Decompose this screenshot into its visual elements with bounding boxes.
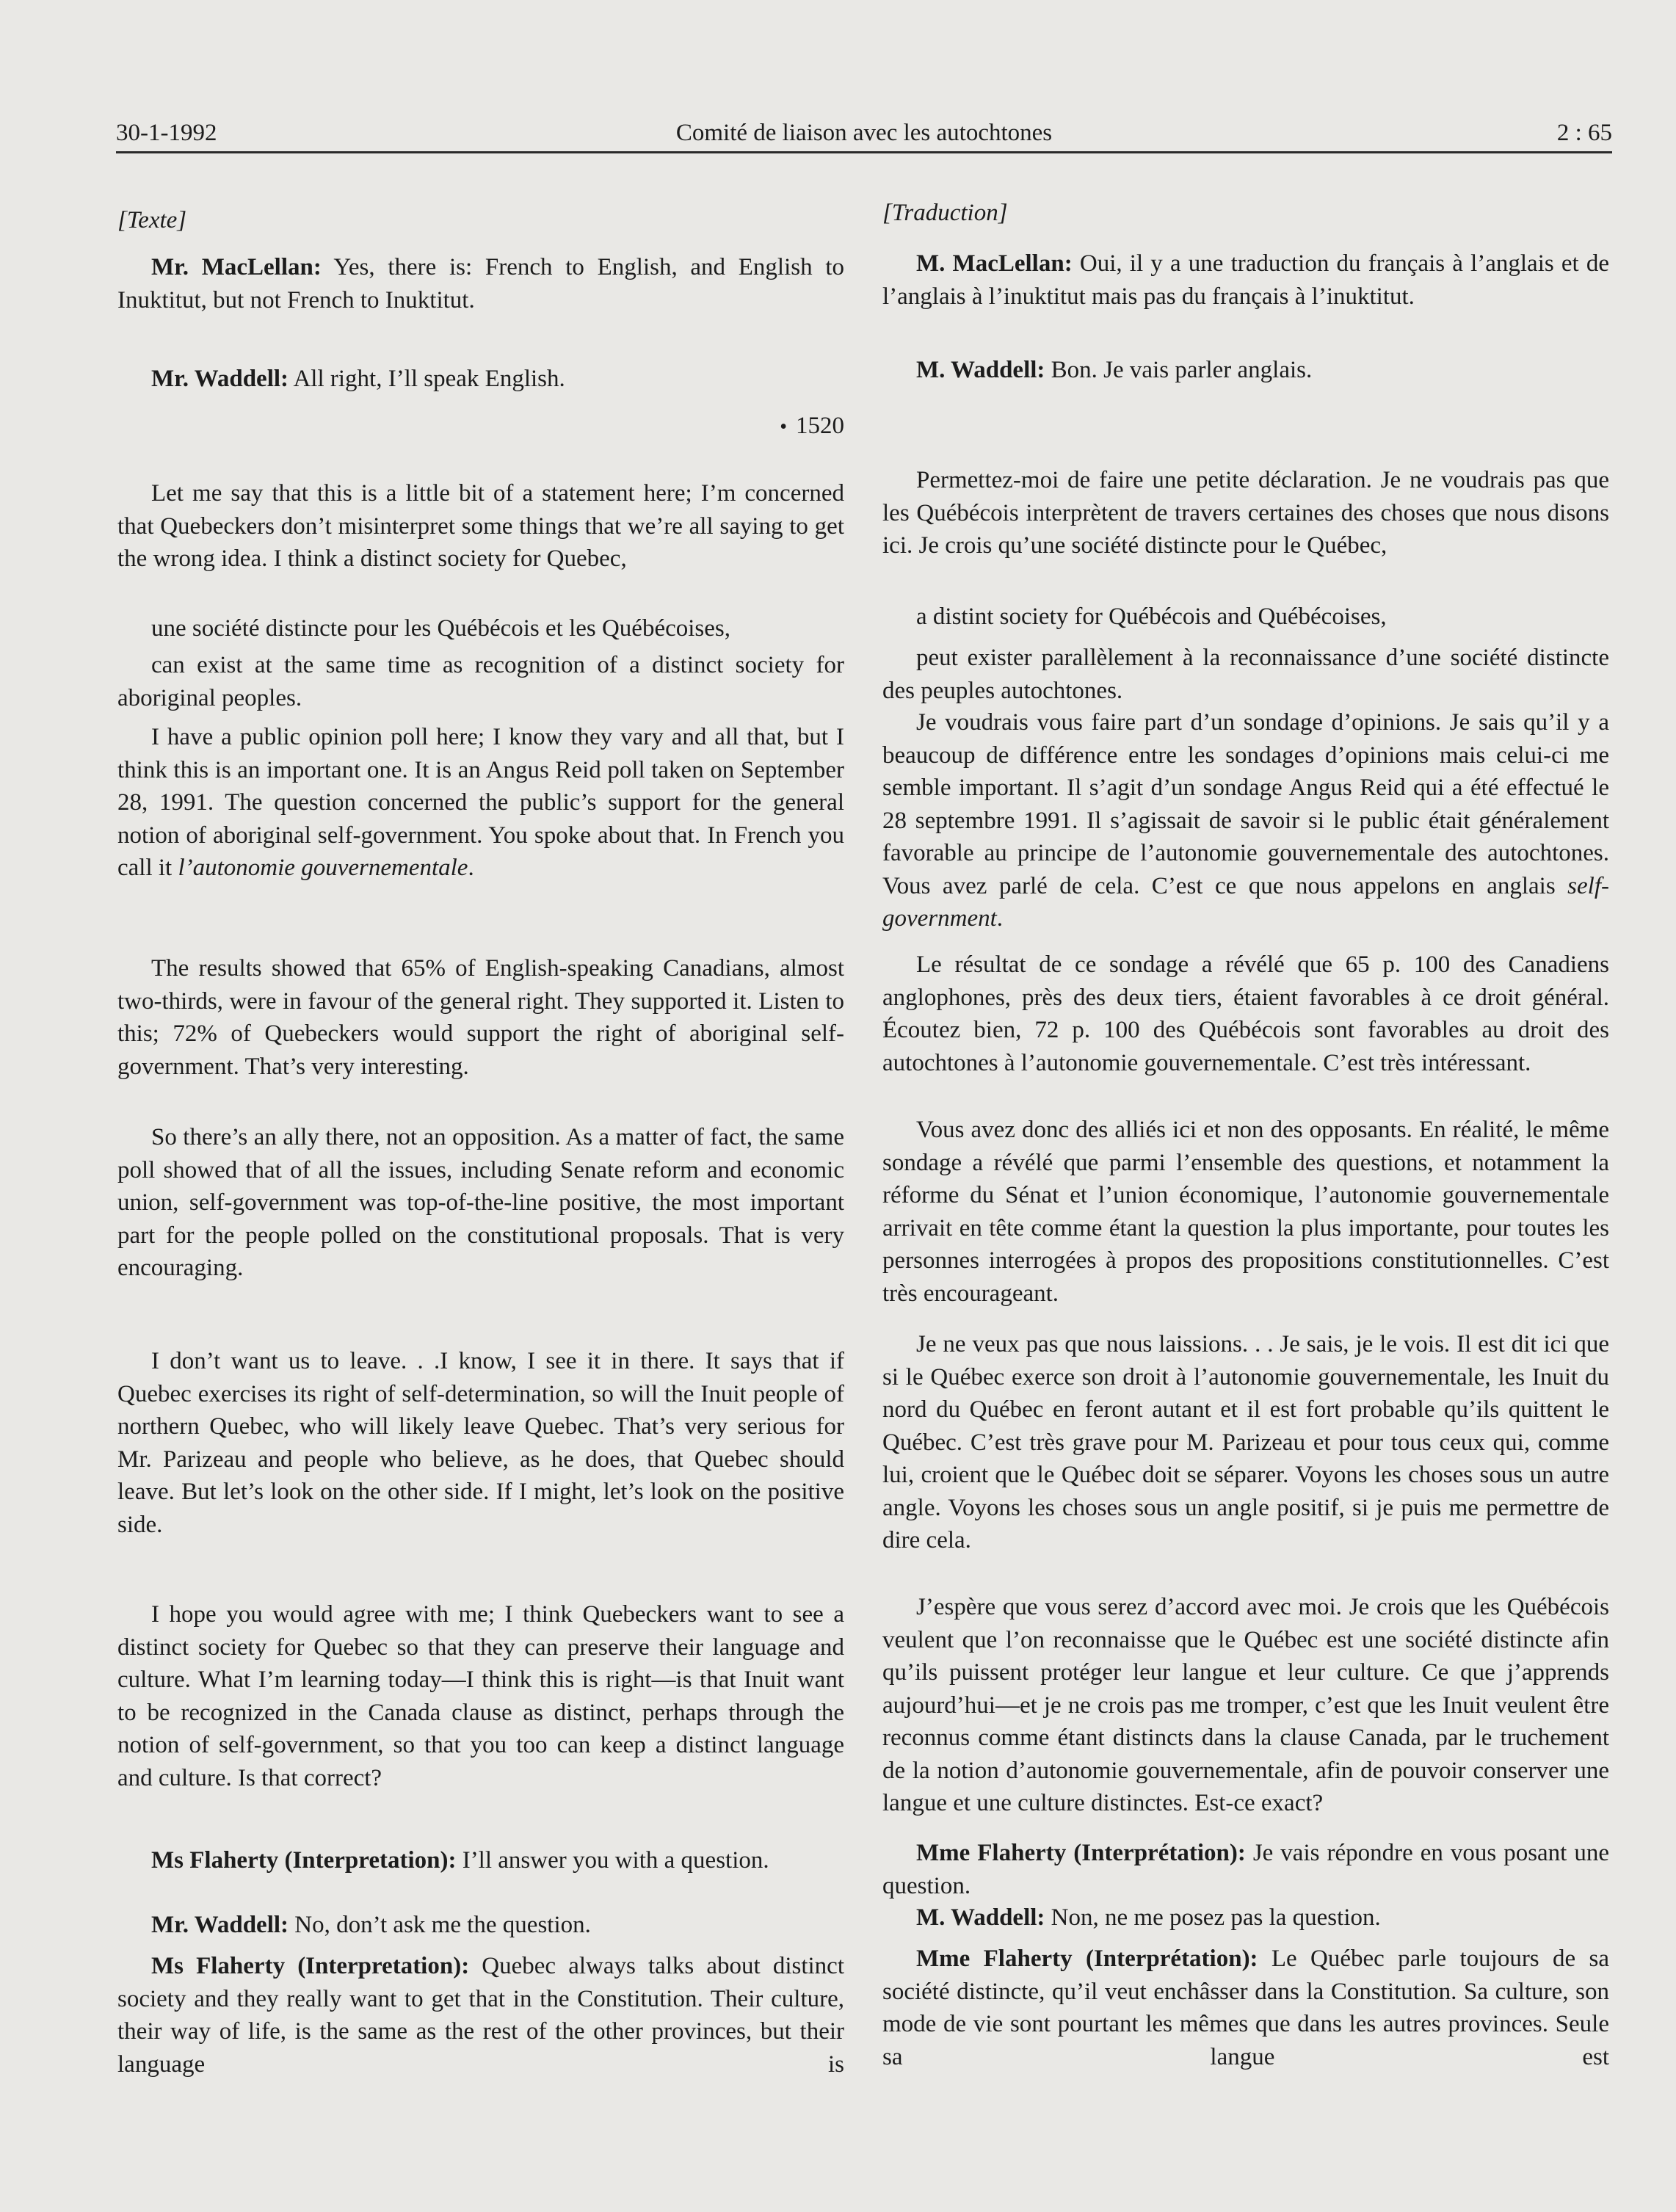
speaker-name: Ms Flaherty (Interpretation): bbox=[151, 1953, 470, 1979]
paragraph: J’espère que vous serez d’accord avec moi. Je crois que les Québécois veulent que l’on reconnaisse que le Québec est une société distincte afin qu’ils puissent protéger leur langue et leur culture. Ce que j’apprends aujourd’hui—et je ne crois pas me tromper, c’est que les Inuit veulent être reconnus comme étant distincts dans la clause Canada, par le truchement de la notion d’autonomie gouvernementale, afin de pouvoir conserver une langue et une culture distinctes. Est-ce exact? bbox=[882, 1594, 1609, 1816]
paragraph: Permettez-moi de faire une petite déclaration. Je ne voudrais pas que les Québécois interprètent de travers certaines des choses que nous disons ici. Je crois qu’une société distincte pour le Québec, bbox=[882, 467, 1609, 559]
paragraph: Je ne veux pas que nous laissions. . . Je sais, je le vois. Il est dit ici que si le Québec exerce son droit à l’autonomie gouvernementale, les Inuit du nord du Québec en feront autant et il est fort probable qu’ils quittent le Québec. C’est très grave pour M. Parizeau et pour tous ceux qui, comme lui, croient que le Québec doit se séparer. Voyons les choses sous un autre angle. Voyons les choses sous un angle positif, si je puis me permettre de dire cela. bbox=[882, 1331, 1609, 1553]
language-label: [Traduction] bbox=[882, 200, 1008, 226]
running-header bbox=[116, 110, 1612, 153]
paragraph: I hope you would agree with me; I think Quebeckers want to see a distinct society for Quebec so that they can preserve their language and culture. What I’m learning today—I think this is right—is that Inuit want to be recognized in the Canada clause as distinct, perhaps through the notion of self-government, so that you too can keep a distinct language and culture. Is that correct? bbox=[117, 1601, 844, 1791]
timestamp bbox=[780, 413, 844, 440]
speech-text: All right, I’ll speak English. bbox=[289, 366, 565, 392]
speaker-name: M. MacLellan: bbox=[916, 250, 1073, 277]
paragraph bbox=[117, 1950, 844, 2081]
language-label: [Texte] bbox=[117, 207, 187, 233]
timestamp-time: 1520 bbox=[796, 413, 844, 439]
speaker-name: Mr. Waddell: bbox=[151, 1912, 289, 1938]
paragraph bbox=[117, 1844, 844, 1877]
speech-text: No, don’t ask me the question. bbox=[289, 1912, 591, 1938]
paragraph-end: . bbox=[468, 855, 474, 881]
speech-text: Yes, there is: French to English, and English to Inuktitut, but not French to Inuktitut. bbox=[117, 254, 844, 313]
speaker-name: Ms Flaherty (Interpretation): bbox=[151, 1847, 457, 1874]
header-date: 30-1-1992 bbox=[116, 120, 217, 146]
speech-text: Bon. Je vais parler anglais. bbox=[1045, 357, 1313, 383]
paragraph: The results showed that 65% of English-speaking Canadians, almost two-thirds, were in favour of the general right. They supported it. Listen to this; 72% of Quebeckers would support the right of aboriginal self-government. That’s very interesting. bbox=[117, 955, 844, 1080]
paragraph bbox=[117, 721, 844, 885]
speech-text: Je vais répondre en vous posant une question. bbox=[882, 1840, 1609, 1899]
paragraph: Le résultat de ce sondage a révélé que 65 p. 100 des Canadiens anglophones, près des deux tiers, étaient favorables à ce droit général. Écoutez bien, 72 p. 100 des Québécois sont favorables au droit des autochtones à l’autonomie gouvernementale. C’est très intéressant. bbox=[882, 951, 1609, 1076]
paragraph-end: . bbox=[996, 905, 1004, 932]
speaker-name: M. Waddell: bbox=[916, 1904, 1045, 1931]
paragraph bbox=[882, 1901, 1609, 1934]
speech-text: Quebec always talks about distinct society and they really want to get that in the Constitution. Their culture, their way of life, is the same as the rest of the other provinces, but their language is bbox=[117, 1953, 844, 2078]
italic-term: l’autonomie gouvernementale bbox=[178, 855, 468, 881]
paragraph: Vous avez donc des alliés ici et non des opposants. En réalité, le même sondage a révélé que parmi l’ensemble des questions, et notamment la réforme du Sénat et l’union économique, l’autonomie gouvernementale arrivait en tête comme étant la question la plus importante, pour toutes les personnes interrogées à propos des propositions constitutionnelles. C’est très encourageant. bbox=[882, 1117, 1609, 1307]
paragraph-text: Je voudrais vous faire part d’un sondage d’opinions. Je sais qu’il y a beaucoup de différence entre les sondages d’opinions mais celui-ci me semble important. Il s’agit d’un sondage Angus Reid qui a été effectué le 28 septembre 1991. Il s’agissait de savoir si le public était généralement favorable au principe de l’autonomie gouvernementale des autochtones. Vous avez parlé de cela. C’est ce que nous appelons en anglais bbox=[882, 709, 1609, 899]
speech-text: Non, ne me posez pas la question. bbox=[1045, 1904, 1381, 1931]
paragraph: a distint society for Québécois and Québécoises, bbox=[916, 603, 1387, 630]
paragraph: Let me say that this is a little bit of a statement here; I’m concerned that Quebeckers don’t misinterpret some things that we’re all saying to get the wrong idea. I think a distinct society for Quebec, bbox=[117, 480, 844, 572]
paragraph bbox=[882, 1943, 1609, 2073]
paragraph bbox=[117, 363, 844, 396]
speaker-name: Mr. MacLellan: bbox=[151, 254, 322, 280]
header-title: Comité de liaison avec les autochtones bbox=[675, 120, 1053, 146]
speech-text: Le Québec parle toujours de sa société distincte, qu’il veut enchâsser dans la Constitution. Sa culture, son mode de vie sont pourtant les mêmes que dans les autres provinces. Seule sa langue est bbox=[882, 1946, 1609, 2070]
paragraph bbox=[882, 354, 1609, 387]
speaker-name: Mme Flaherty (Interprétation): bbox=[916, 1946, 1258, 1972]
paragraph: So there’s an ally there, not an opposition. As a matter of fact, the same poll showed that of all the issues, including Senate reform and economic union, self-government was top-of-the-line positive, the most important part for the people polled on the constitutional proposals. That is very encouraging. bbox=[117, 1124, 844, 1281]
paragraph: I don’t want us to leave. . .I know, I see it in there. It says that if Quebec exercises its right of self-determination, so will the Inuit people of northern Quebec, who will likely leave Quebec. That’s very serious for Mr. Parizeau and people who believe, as he does, that Quebec should leave. But let’s look on the other side. If I might, let’s look on the positive side. bbox=[117, 1348, 844, 1538]
speaker-name: Mme Flaherty (Interprétation): bbox=[916, 1840, 1246, 1866]
speaker-name: Mr. Waddell: bbox=[151, 366, 289, 392]
bullet-icon: • bbox=[780, 416, 787, 438]
paragraph: peut exister parallèlement à la reconnaissance d’une société distincte des peuples autochtones. bbox=[882, 645, 1609, 704]
speech-text: I’ll answer you with a question. bbox=[456, 1847, 769, 1874]
paragraph bbox=[117, 1909, 844, 1942]
speech-text: Oui, il y a une traduction du français à l’anglais et de l’anglais à l’inuktitut mais pas du français à l’inuktitut. bbox=[882, 250, 1610, 310]
paragraph: can exist at the same time as recognition of a distinct society for aboriginal peoples. bbox=[117, 652, 844, 711]
paragraph: une société distincte pour les Québécois et les Québécoises, bbox=[151, 615, 731, 642]
paragraph bbox=[882, 1837, 1609, 1902]
paragraph bbox=[882, 706, 1609, 935]
header-page-number: 2 : 65 bbox=[1556, 120, 1612, 146]
italic-term: self-government bbox=[882, 872, 1609, 932]
speaker-name: M. Waddell: bbox=[916, 357, 1045, 383]
paragraph bbox=[882, 247, 1609, 313]
paragraph-text: I have a public opinion poll here; I know they vary and all that, but I think this is an important one. It is an Angus Reid poll taken on September 28, 1991. The question concerned the public’s support for the general notion of aboriginal self-government. You spoke about that. In French you call it bbox=[117, 724, 844, 881]
paragraph bbox=[117, 251, 844, 316]
